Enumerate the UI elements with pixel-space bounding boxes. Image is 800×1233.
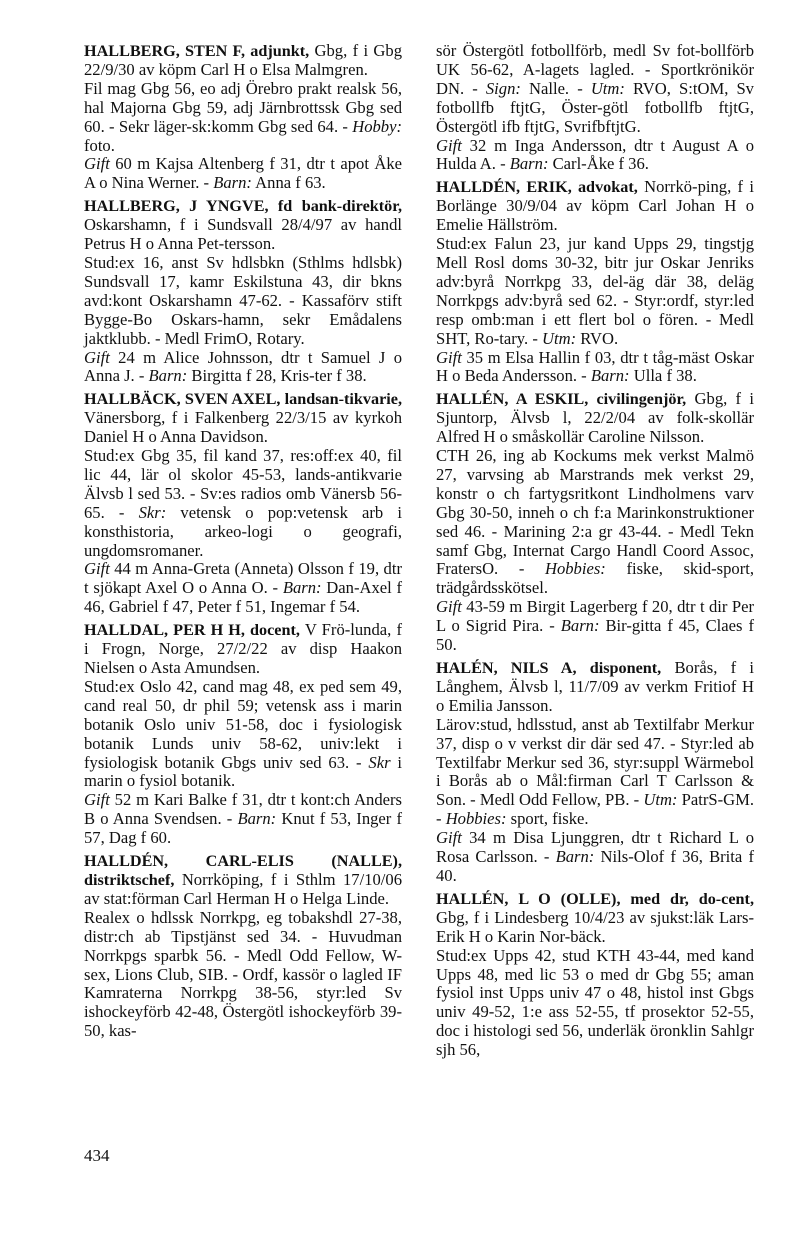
entry-hallden-carl-elis	[84, 852, 402, 1041]
entry-headword: HALLÉN, L O (OLLE), med dr, do-cent,	[436, 889, 754, 908]
entry-career: Fil mag Gbg 56, eo adj Örebro prakt realsk 56, hal Majorna Gbg 59, adj Järnbrottssk Gbg sed 60. - Sekr läger-sk:komm Gbg sed 64. - Hobby: foto.	[84, 78, 402, 155]
entry-headword: HALÉN, NILS A, disponent,	[436, 659, 662, 677]
entry-headword: HALLBERG, STEN F, adjunkt,	[84, 42, 310, 60]
entry-family: Gift 52 m Kari Balke f 31, dtr t kont:ch Anders B o Anna Svendsen. - Barn: Knut f 53, Inger f 57, Dag f 60.	[84, 790, 402, 848]
entry-hallen-eskil	[436, 390, 754, 655]
entry-family: Gift 34 m Disa Ljunggren, dtr t Richard L o Rosa Carlsson. - Barn: Nils-Olof f 36, Brita f 40.	[436, 828, 754, 885]
entry-biography: HALLBERG, J YNGVE, fd bank-direktör, Oskarshamn, f i Sundsvall 28/4/97 av handl Petrus H o Anna Pet-tersson.	[84, 197, 402, 254]
entry-career: Realex o hdlssk Norrkpg, eg tobakshdl 27-38, distr:ch ab Tipstjänst sed 34. - Huvudman Norrkpgs sparbk 56. - Medl Odd Fellow, W-sex, Lions Club, SIB. - Ordf, kassör o lagled IF Kamraterna Norrkpg 38-56, styr:led Sv ishockeyförb 42-48, Östergötl ishockeyförb 39-50, kas-	[84, 907, 402, 1041]
entry-family: Gift 60 m Kajsa Altenberg f 31, dtr t apot Åke A o Nina Werner. - Barn: Anna f 63.	[84, 154, 402, 193]
entry-career: Stud:ex Oslo 42, cand mag 48, ex ped sem 49, cand real 50, dr phil 59; vetensk ass i marin botanik Oslo univ 51-58, doc i fysiologisk botanik Lunds univ 58-62, univ:lekt i fysiologisk botanik Gbgs univ sed 63. - Skr i marin o fysiol botanik.	[84, 676, 402, 791]
entry-biography: HALLÉN, L O (OLLE), med dr, do-cent, Gbg, f i Lindesberg 10/4/23 av sjukst:läk Lars-Erik H o Karin Nor-bäck.	[436, 889, 754, 946]
entry-career: Stud:ex Falun 23, jur kand Upps 29, tingstjg Mell Rosl doms 30-32, bitr jur Oskar Jenriks adv:byrå Norrkpg 33, del-äg där 38, deläg Norrkpgs adv:byrå sed 62. - Styr:ordf, styr:led resp omb:man i ett flert bol o fören. - Medl SHT, Ro-tary. - Utm: RVO.	[436, 234, 754, 348]
entry-career: CTH 26, ing ab Kockums mek verkst Malmö 27, varvsing ab Marstrands mek verkst 29, konstr o ch fartygsritkont Lindholmens varv Gbg 30-50, inneh o ch f:a Marinkonstruktioner sed 46. - Marining 2:a gr 43-44. - Medl Tekn samf Gbg, Internat Cargo Handl Coord Assoc, FratersO. - Hobbies: fiske, skid-sport, trädgårdsskötsel.	[436, 446, 754, 598]
entry-career: Stud:ex Upps 42, stud KTH 43-44, med kand Upps 48, med lic 53 o med dr Gbg 55; aman fysiol inst Upps univ 47 o 48, histol inst Gbgs univ 49-52, 1:e ass 52-55, tf prosektor 52-55, doc i histologi sed 56, underläk öronklin Sahlgr sjh 56,	[436, 945, 754, 1060]
entry-biography: HALLBERG, STEN F, adjunkt, Gbg, f i Gbg 22/9/30 av köpm Carl H o Elsa Malmgren.	[84, 41, 402, 79]
entry-family: Gift 43-59 m Birgit Lagerberg f 20, dtr t dir Per L o Sigrid Pira. - Barn: Bir-gitta f 45, Claes f 50.	[436, 597, 754, 655]
entry-headword: HALLDÉN, ERIK, advokat,	[436, 178, 638, 197]
entry-family: Gift 32 m Inga Andersson, dtr t August A o Hulda A. - Barn: Carl-Åke f 36.	[436, 135, 754, 174]
entry-biography: HALLDÉN, ERIK, advokat, Norrkö-ping, f i Borlänge 30/9/04 av köpm Carl Johan H o Emelie Hällström.	[436, 177, 755, 235]
entry-headword: HALLÉN, A ESKIL, civilingenjör,	[436, 390, 687, 409]
entry-headword: HALLDAL, PER H H, docent,	[84, 621, 300, 640]
entry-headword: HALLBERG, J YNGVE, fd bank-direktör,	[84, 197, 402, 216]
entry-hallden-carl-elis-continued	[436, 42, 754, 174]
entry-career: Stud:ex Gbg 35, fil kand 37, res:off:ex 40, fil lic 44, lär ol skolor 45-53, lands-antikvarie Älvsb l sed 53. - Sv:es radios omb Vänersb 56-65. - Skr: vetensk o pop:vetensk arb i konsthistoria, arkeo-logi o geografi, ungdomsromaner.	[84, 446, 402, 560]
entry-hallberg-sten	[84, 42, 402, 193]
entry-biography: HALLDÉN, CARL-ELIS (NALLE), distriktschef, Norrköping, f i Sthlm 17/10/06 av stat:förman Carl Herman H o Helga Linde.	[84, 852, 402, 908]
entry-headword: HALLBÄCK, SVEN AXEL, landsan-tikvarie,	[84, 390, 402, 409]
entry-halldal-per	[84, 621, 402, 848]
entry-family: Gift 35 m Elsa Hallin f 03, dtr t tåg-mäst Oskar H o Beda Andersson. - Barn: Ulla f 38.	[436, 347, 754, 386]
entry-hallen-olle	[436, 890, 754, 1060]
page-number: 434	[84, 1146, 110, 1165]
right-column	[436, 42, 754, 1064]
entry-career: Stud:ex 16, anst Sv hdlsbkn (Sthlms hdlsbk) Sundsvall 17, kamr Eskilstuna 43, dir bkns avd:kont Oskarshamn 47-62. - Kassaförv stift Bygge-Bo Oskars-hamn, sekr Emådalens jaktklubb. - Medl FrimO, Rotary.	[84, 252, 402, 348]
entry-hallback-sven	[84, 390, 402, 617]
entry-halen-nils	[436, 659, 754, 886]
entry-biography: HALLBÄCK, SVEN AXEL, landsan-tikvarie, Vänersborg, f i Falkenberg 22/3/15 av kyrkoh Daniel H o Anna Davidson.	[84, 390, 402, 447]
entry-headword: HALLDÉN, CARL-ELIS (NALLE), distriktschef,	[84, 852, 402, 889]
entry-biography: HALLÉN, A ESKIL, civilingenjör, Gbg, f i Sjuntorp, Älvsb l, 22/2/04 av folk-skollär Alfred H o småskollär Caroline Nilsson.	[436, 389, 754, 447]
entry-biography: HALÉN, NILS A, disponent, Borås, f i Långhem, Älvsb l, 11/7/09 av verkm Fritiof H o Emilia Jansson.	[436, 658, 754, 715]
entry-hallden-erik	[436, 178, 754, 386]
entry-family: Gift 44 m Anna-Greta (Anneta) Olsson f 19, dtr t sjökapt Axel O o Anna O. - Barn: Dan-Axel f 46, Gabriel f 47, Peter f 51, Ingemar f 54.	[84, 559, 402, 617]
entry-career: Lärov:stud, hdlsstud, anst ab Textilfabr Merkur 37, disp o v verkst dir där sed 47. - Styr:led ab Textilfabr Merkur sed 36, styr:suppl Wärmebol i Borås ab o Mål:firman Carl T Carlsson & Son. - Medl Odd Fellow, PB. - Utm: PatrS-GM. - Hobbies: sport, fiske.	[436, 714, 754, 829]
dictionary-page	[84, 42, 756, 1192]
entry-career: sör Östergötl fotbollförb, medl Sv fot-bollförb UK 56-62, A-lagets lagled. - Sportkrönikör DN. - Sign: Nalle. - Utm: RVO, S:tOM, Sv fotbollfb ftjtG, Öster-götl fotbollfb ftjtG, Östergötl ifb ftjtG, SvrifbftjtG.	[436, 41, 754, 136]
entry-family: Gift 24 m Alice Johnsson, dtr t Samuel J o Anna J. - Barn: Birgitta f 28, Kris-ter f 38.	[84, 347, 402, 386]
entry-biography: HALLDAL, PER H H, docent, V Frö-lunda, f i Frogn, Norge, 27/2/22 av disp Haakon Nielsen o Asta Amundsen.	[84, 620, 402, 677]
entry-hallberg-yngve	[84, 197, 402, 386]
left-column	[84, 42, 402, 1045]
